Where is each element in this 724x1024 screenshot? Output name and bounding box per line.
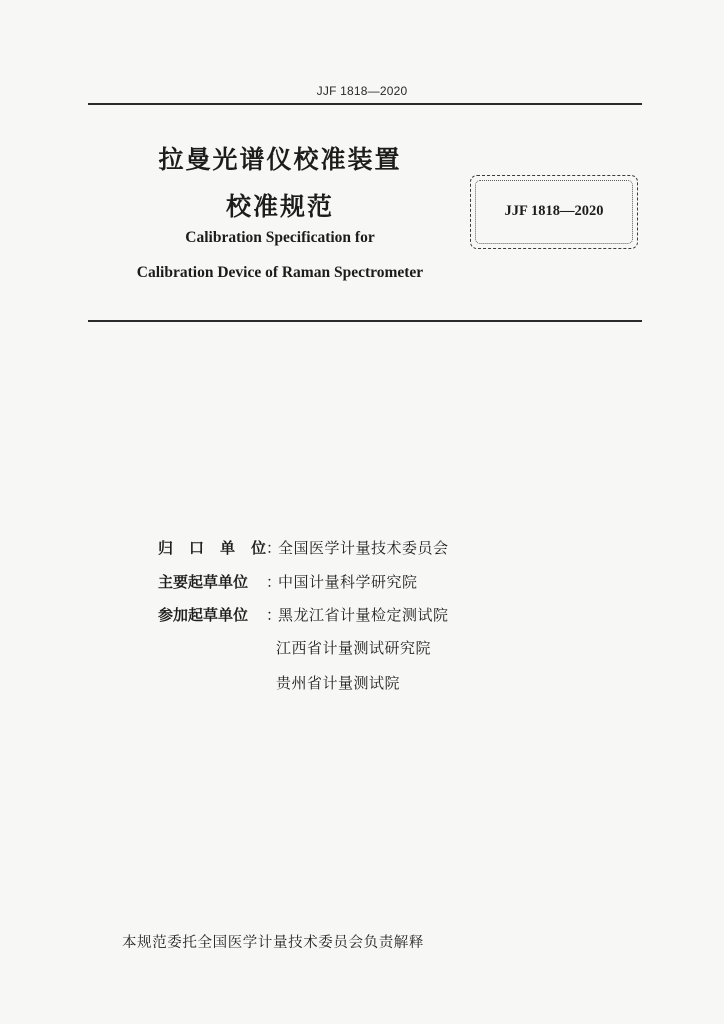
title-chinese-line-1: 拉曼光谱仪校准装置 xyxy=(158,145,402,174)
colon: ： xyxy=(266,605,282,624)
standard-code-box xyxy=(470,175,638,249)
label-char: 单 xyxy=(219,538,235,557)
participating-value-3: 贵州省计量测试院 xyxy=(276,674,401,692)
title-english-line-1: Calibration Specification for xyxy=(185,229,375,246)
responsible-unit-value: 全国医学计量技术委员会 xyxy=(278,538,449,557)
responsible-unit-label xyxy=(158,537,266,558)
label-text: 参加起草单位 xyxy=(158,605,249,624)
label-char: 口 xyxy=(188,538,204,557)
colon: ： xyxy=(266,572,282,591)
main-drafting-unit-row xyxy=(158,570,418,592)
responsible-unit-row xyxy=(158,536,449,558)
participating-label xyxy=(158,604,266,625)
participating-unit-row xyxy=(158,603,449,625)
code-box-text: JJF 1818—2020 xyxy=(504,203,604,219)
colon: ： xyxy=(266,538,282,557)
participating-value-2: 江西省计量测试研究院 xyxy=(276,639,432,657)
title-chinese-line-2: 校准规范 xyxy=(225,192,334,221)
label-char: 位 xyxy=(250,538,266,557)
header-standard-code: JJF 1818—2020 xyxy=(316,84,408,98)
label-char: 归 xyxy=(158,538,174,557)
main-drafting-label xyxy=(158,571,266,592)
label-text: 主要起草单位 xyxy=(158,572,249,591)
main-drafting-value: 中国计量科学研究院 xyxy=(278,572,418,591)
title-english-line-2: Calibration Device of Raman Spectrometer xyxy=(136,264,424,281)
interpretation-note: 本规范委托全国医学计量技术委员会负责解释 xyxy=(122,935,424,951)
title-rule xyxy=(88,320,642,322)
header-rule xyxy=(88,103,642,105)
participating-value-1: 黑龙江省计量检定测试院 xyxy=(278,605,449,624)
